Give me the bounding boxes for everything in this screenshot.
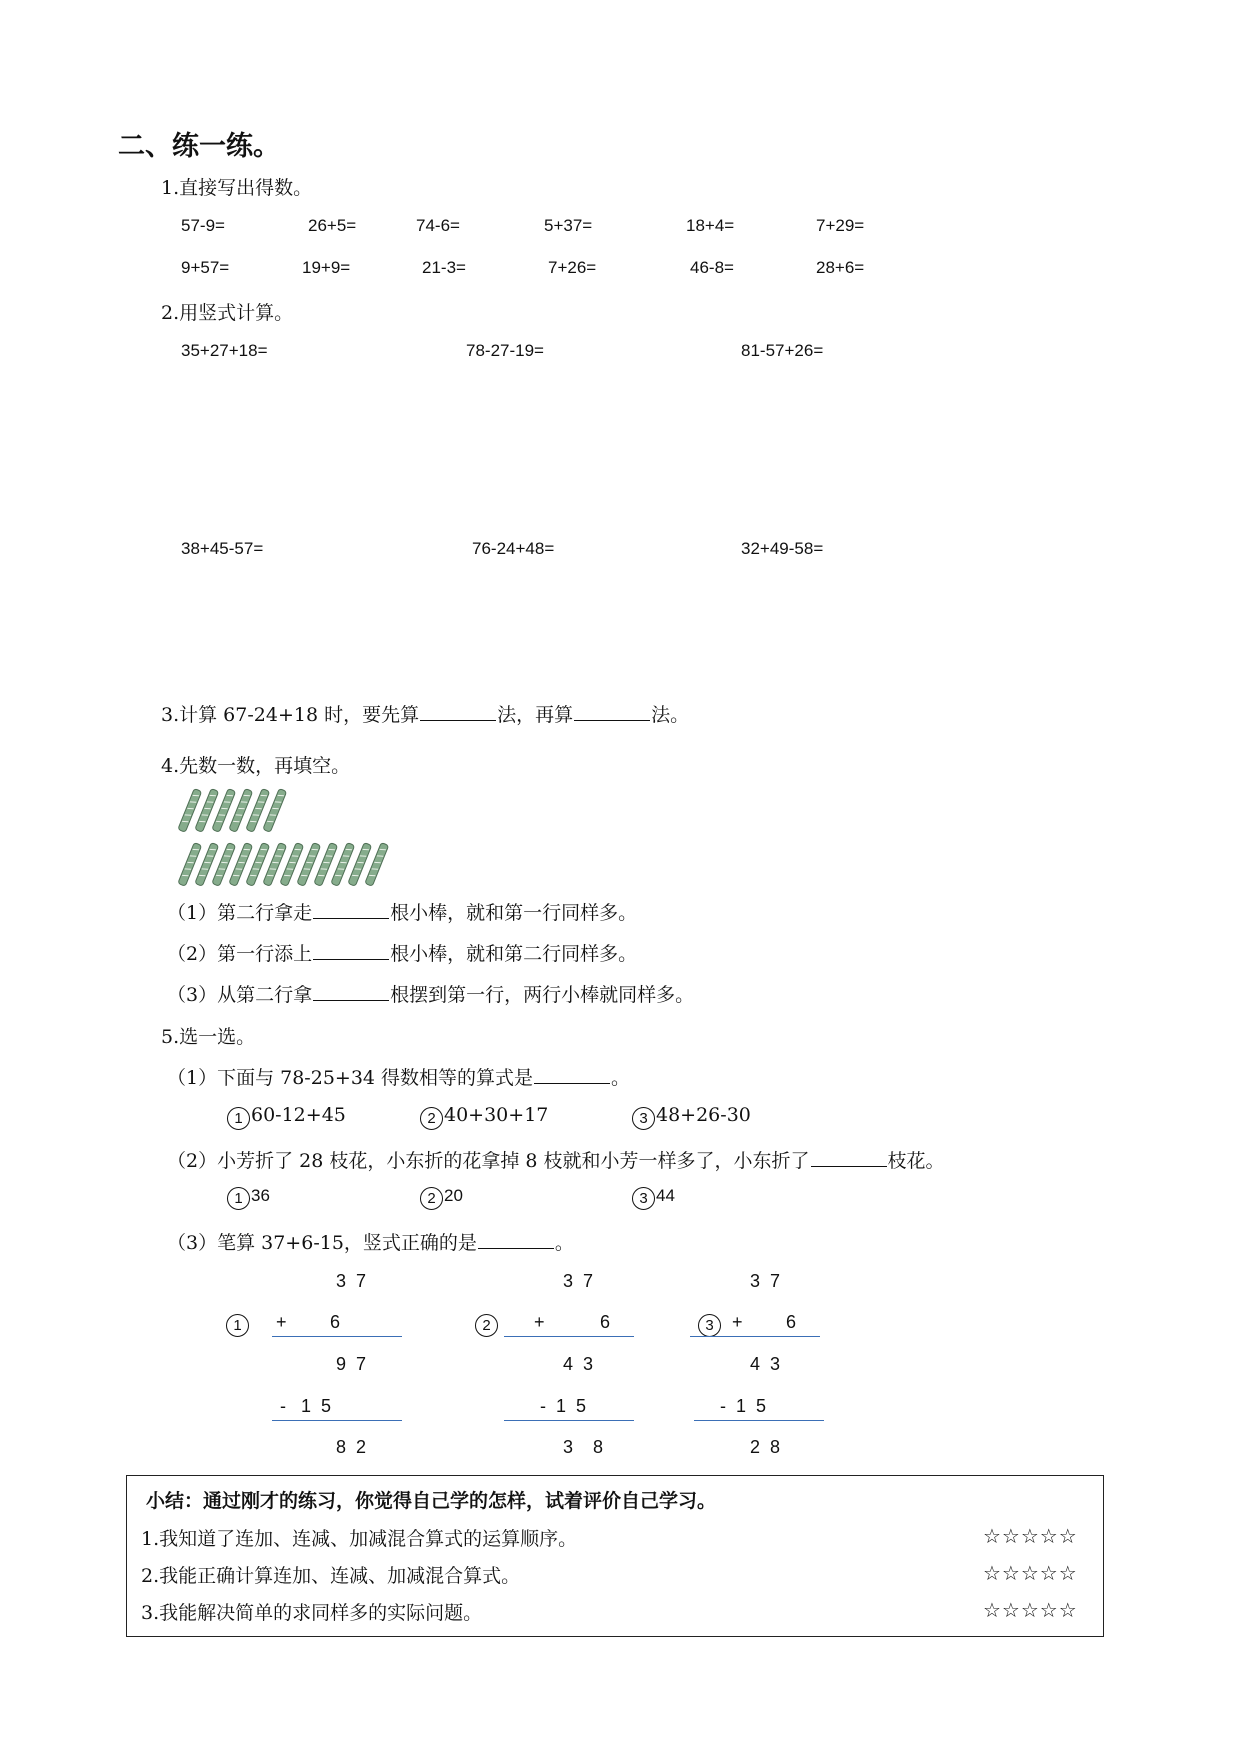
- q4-item-2: （2）第一行添上 根小棒，就和第二行同样多。: [167, 943, 638, 965]
- answer-blank[interactable]: [534, 1082, 610, 1084]
- calc-underline: [504, 1336, 634, 1337]
- calc-underline: [694, 1420, 824, 1421]
- section-title: 二、练一练。: [118, 131, 280, 162]
- summary-item-1: 1.我知道了连加、连减、加减混合算式的运算顺序。: [141, 1528, 578, 1550]
- answer-blank[interactable]: [811, 1165, 887, 1167]
- q5-s2-option-1: 1 36: [227, 1186, 270, 1210]
- q1-eq: 26+5=: [308, 216, 357, 235]
- rating-stars[interactable]: ☆☆☆☆☆: [983, 1598, 1078, 1622]
- q2-label: 2.用竖式计算。: [161, 302, 294, 324]
- q4-item-1: （1）第二行拿走 根小棒，就和第一行同样多。: [167, 902, 638, 924]
- sticks-row-2: [178, 843, 389, 887]
- q2-eq: 78-27-19=: [466, 341, 544, 360]
- q2-eq: 81-57+26=: [741, 341, 824, 360]
- q5-label: 5.选一选。: [161, 1026, 256, 1048]
- summary-item-2: 2.我能正确计算连加、连减、加减混合算式。: [141, 1565, 521, 1587]
- answer-blank[interactable]: [478, 1247, 554, 1249]
- answer-blank[interactable]: [313, 958, 389, 960]
- q2-eq: 32+49-58=: [741, 539, 824, 558]
- q1-label: 1.直接写出得数。: [161, 177, 313, 199]
- q4-item-3: （3）从第二行拿 根摆到第一行，两行小棒就同样多。: [167, 984, 695, 1006]
- q5-s1: （1）下面与 78-25+34 得数相等的算式是 。: [167, 1067, 631, 1089]
- q1-eq: 46-8=: [690, 258, 734, 277]
- q1-eq: 7+29=: [816, 216, 865, 235]
- calc-underline: [504, 1420, 634, 1421]
- q2-eq: 35+27+18=: [181, 341, 268, 360]
- q1-eq: 21-3=: [422, 258, 466, 277]
- q1-eq: 18+4=: [686, 216, 735, 235]
- q1-eq: 9+57=: [181, 258, 230, 277]
- q1-eq: 57-9=: [181, 216, 225, 235]
- q1-eq: 5+37=: [544, 216, 593, 235]
- rating-stars[interactable]: ☆☆☆☆☆: [983, 1561, 1078, 1585]
- rating-stars[interactable]: ☆☆☆☆☆: [983, 1524, 1078, 1548]
- q4-label: 4.先数一数，再填空。: [161, 755, 351, 777]
- calc-underline: [272, 1420, 402, 1421]
- q1-eq: 19+9=: [302, 258, 351, 277]
- q5-s1-option-3: 3 48+26-30: [632, 1104, 751, 1130]
- q5-s2-option-3: 3 44: [632, 1186, 675, 1210]
- answer-blank[interactable]: [313, 917, 389, 919]
- summary-item-3: 3.我能解决简单的求同样多的实际问题。: [141, 1602, 483, 1624]
- q2-eq: 38+45-57=: [181, 539, 264, 558]
- q5-s1-option-1: 1 60-12+45: [227, 1104, 346, 1130]
- answer-blank[interactable]: [420, 719, 496, 721]
- summary-title: 小结：通过刚才的练习，你觉得自己学的怎样，试着评价自己学习。: [146, 1490, 717, 1512]
- q3-text: 3.计算 67-24+18 时，要先算 法，再算 法。: [161, 704, 690, 726]
- answer-blank[interactable]: [313, 999, 389, 1001]
- q2-eq: 76-24+48=: [472, 539, 555, 558]
- sticks-illustration: [176, 782, 416, 897]
- q1-eq: 7+26=: [548, 258, 597, 277]
- summary-box: [126, 1475, 1104, 1637]
- q1-eq: 74-6=: [416, 216, 460, 235]
- q5-s3: （3）笔算 37+6-15，竖式正确的是 。: [167, 1232, 574, 1254]
- calc-underline: [272, 1336, 402, 1337]
- answer-blank[interactable]: [574, 719, 650, 721]
- q5-s2-option-2: 2 20: [420, 1186, 463, 1210]
- q1-eq: 28+6=: [816, 258, 865, 277]
- sticks-row-1: [178, 789, 287, 833]
- q5-s2: （2）小芳折了 28 枝花，小东折的花拿掉 8 枝就和小芳一样多了，小东折了 枝花。: [167, 1150, 945, 1172]
- q5-s1-option-2: 2 40+30+17: [420, 1104, 548, 1130]
- calc-underline: [690, 1336, 820, 1337]
